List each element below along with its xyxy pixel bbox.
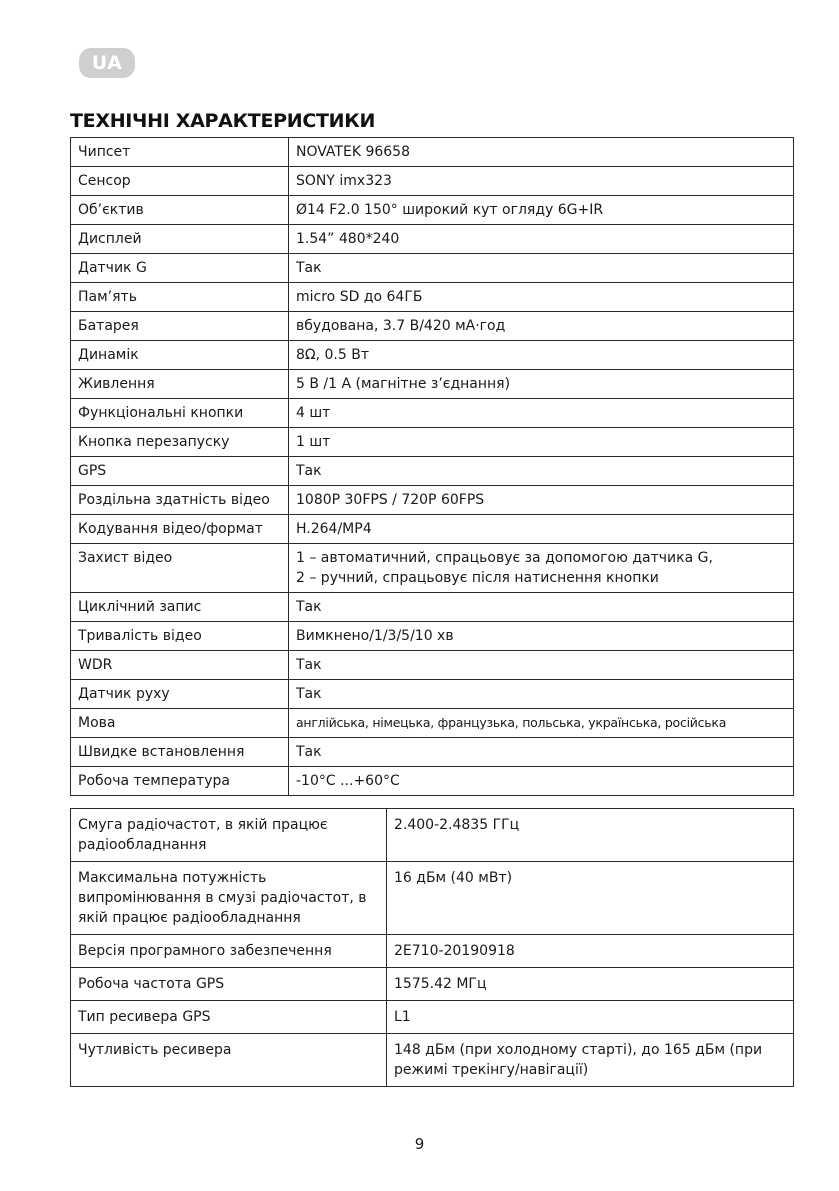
spec-value: 1575.42 МГц [387, 968, 794, 1001]
spec-value: 5 В /1 А (магнітне з’єднання) [289, 370, 794, 399]
language-badge: UA [79, 48, 135, 78]
spec-label: Чутливість ресивера [71, 1034, 387, 1087]
spec-value: 2E710-20190918 [387, 935, 794, 968]
spec-label: Сенсор [71, 167, 289, 196]
table-row [71, 428, 794, 457]
spec-value: 4 шт [289, 399, 794, 428]
spec-label: Версія програмного забезпечення [71, 935, 387, 968]
spec-value: англійська, німецька, французька, польська, українська, російська [289, 709, 794, 738]
spec-value: 148 дБм (при холодному старті), до 165 дБм (при режимі трекінгу/навігації) [387, 1034, 794, 1087]
spec-value: 8Ω, 0.5 Вт [289, 341, 794, 370]
spec-label: Об’єктив [71, 196, 289, 225]
table-row [71, 312, 794, 341]
specifications-table [70, 137, 794, 796]
table-row [71, 767, 794, 796]
table-row [71, 935, 794, 968]
spec-label: WDR [71, 651, 289, 680]
table-row [71, 370, 794, 399]
spec-label: Динамік [71, 341, 289, 370]
spec-label: Живлення [71, 370, 289, 399]
spec-value: micro SD до 64ГБ [289, 283, 794, 312]
spec-label: Мова [71, 709, 289, 738]
table-row [71, 544, 794, 593]
spec-label: Дисплей [71, 225, 289, 254]
spec-value: Так [289, 457, 794, 486]
spec-value: 16 дБм (40 мВт) [387, 862, 794, 935]
table-row [71, 709, 794, 738]
page-title: ТЕХНІЧНІ ХАРАКТЕРИСТИКИ [70, 110, 376, 132]
spec-value-line: 1 – автоматичний, спрацьовує за допомогою датчика G, [296, 550, 713, 566]
table-row [71, 651, 794, 680]
table-row [71, 622, 794, 651]
spec-label: GPS [71, 457, 289, 486]
spec-label: Робоча температура [71, 767, 289, 796]
spec-label: Максимальна потужність випромінювання в смузі радіочастот, в якій працює радіообладнання [71, 862, 387, 935]
spec-value: 1080P 30FPS / 720P 60FPS [289, 486, 794, 515]
spec-value: Вимкнено/1/3/5/10 хв [289, 622, 794, 651]
table-row [71, 1034, 794, 1087]
spec-label: Кодування відео/формат [71, 515, 289, 544]
table-row [71, 138, 794, 167]
spec-label: Кнопка перезапуску [71, 428, 289, 457]
spec-value: Ø14 F2.0 150° широкий кут огляду 6G+IR [289, 196, 794, 225]
spec-value [289, 544, 794, 593]
spec-value: L1 [387, 1001, 794, 1034]
spec-value: NOVATEK 96658 [289, 138, 794, 167]
table-row [71, 486, 794, 515]
table-row [71, 738, 794, 767]
table-row [71, 680, 794, 709]
table-row [71, 225, 794, 254]
table-row [71, 1001, 794, 1034]
spec-label: Датчик G [71, 254, 289, 283]
spec-label: Захист відео [71, 544, 289, 593]
table-row [71, 399, 794, 428]
spec-value: Так [289, 651, 794, 680]
spec-label: Швидке встановлення [71, 738, 289, 767]
spec-label: Датчик руху [71, 680, 289, 709]
spec-value: -10°С ...+60°С [289, 767, 794, 796]
radio-specifications-table [70, 808, 794, 1087]
spec-value: 2.400-2.4835 ГГц [387, 809, 794, 862]
spec-label: Чипсет [71, 138, 289, 167]
spec-label: Функціональні кнопки [71, 399, 289, 428]
spec-value: вбудована, 3.7 В/420 мА·год [289, 312, 794, 341]
spec-value: SONY imx323 [289, 167, 794, 196]
table-row [71, 167, 794, 196]
spec-value: Так [289, 680, 794, 709]
table-row [71, 283, 794, 312]
table-row [71, 196, 794, 225]
spec-label: Роздільна здатність відео [71, 486, 289, 515]
spec-value-line: 2 – ручний, спрацьовує після натиснення кнопки [296, 570, 659, 586]
table-row [71, 457, 794, 486]
table-row [71, 809, 794, 862]
table-row [71, 862, 794, 935]
spec-label: Батарея [71, 312, 289, 341]
table-row [71, 341, 794, 370]
spec-label: Смуга радіочастот, в якій працює радіообладнання [71, 809, 387, 862]
table-row [71, 254, 794, 283]
spec-value: Так [289, 254, 794, 283]
spec-value: Так [289, 593, 794, 622]
spec-value: 1.54” 480*240 [289, 225, 794, 254]
page-number: 9 [414, 1135, 425, 1153]
spec-value: 1 шт [289, 428, 794, 457]
spec-label: Тривалість відео [71, 622, 289, 651]
table-row [71, 515, 794, 544]
table-row [71, 593, 794, 622]
spec-label: Циклічний запис [71, 593, 289, 622]
table-row [71, 968, 794, 1001]
spec-label: Робоча частота GPS [71, 968, 387, 1001]
spec-label: Пам’ять [71, 283, 289, 312]
spec-label: Тип ресивера GPS [71, 1001, 387, 1034]
spec-value: Так [289, 738, 794, 767]
spec-value: H.264/MP4 [289, 515, 794, 544]
